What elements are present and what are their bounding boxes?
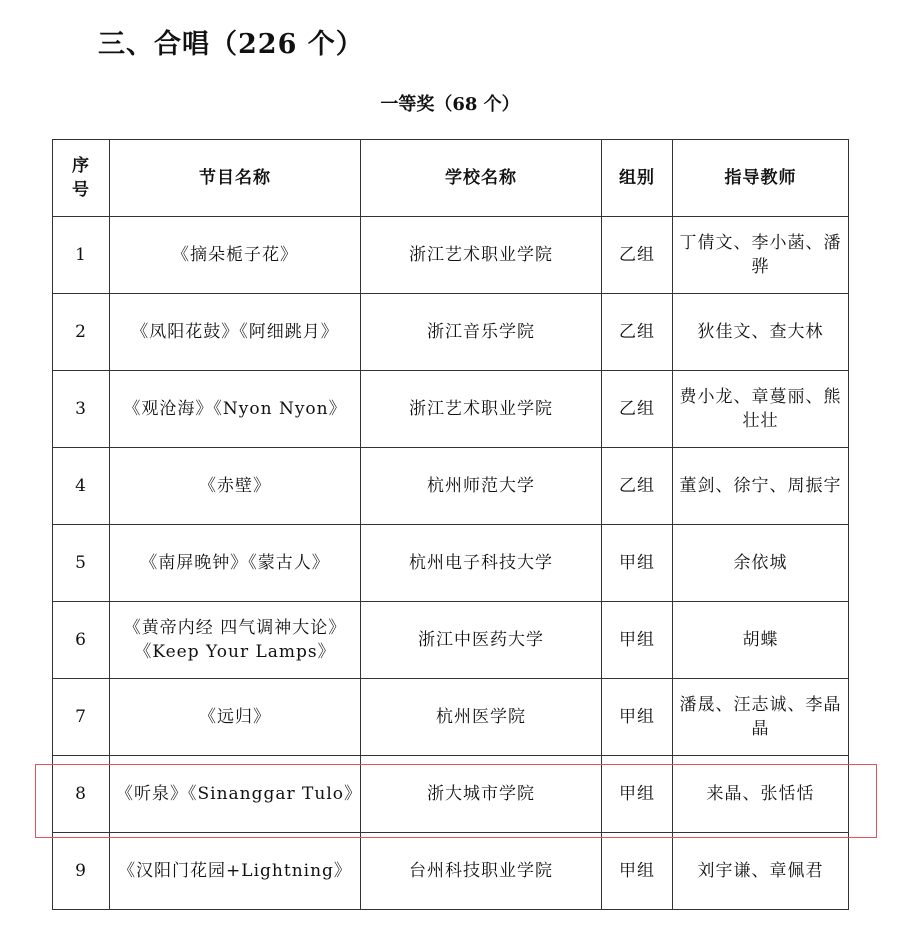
- cell-school: 浙江音乐学院: [361, 294, 602, 371]
- table-row: [53, 294, 849, 371]
- cell-teacher: 来晶、张恬恬: [673, 756, 849, 833]
- table-row: [53, 371, 849, 448]
- cell-group: 甲组: [602, 756, 673, 833]
- cell-no: 6: [53, 602, 110, 679]
- table-header-row: [53, 140, 849, 217]
- cell-school: 杭州师范大学: [361, 448, 602, 525]
- cell-program: 《观沧海》《Nyon Nyon》: [110, 371, 361, 448]
- header-group: 组别: [602, 140, 673, 217]
- cell-school: 浙江艺术职业学院: [361, 371, 602, 448]
- cell-no: 3: [53, 371, 110, 448]
- cell-program: 《摘朵栀子花》: [110, 217, 361, 294]
- cell-teacher: 潘晟、汪志诚、李晶晶: [673, 679, 849, 756]
- cell-teacher: 胡蝶: [673, 602, 849, 679]
- header-school: 学校名称: [361, 140, 602, 217]
- table-row: [53, 525, 849, 602]
- table-row: [53, 602, 849, 679]
- table-row: [53, 448, 849, 525]
- cell-no: 5: [53, 525, 110, 602]
- awards-table: [52, 139, 849, 910]
- cell-group: 乙组: [602, 371, 673, 448]
- cell-teacher: 余依城: [673, 525, 849, 602]
- cell-group: 甲组: [602, 602, 673, 679]
- cell-school: 浙大城市学院: [361, 756, 602, 833]
- cell-group: 乙组: [602, 448, 673, 525]
- section-title: 三、合唱（226 个）: [98, 29, 364, 60]
- cell-teacher: 丁倩文、李小菡、潘骅: [673, 217, 849, 294]
- cell-group: 甲组: [602, 833, 673, 910]
- cell-program: 《远归》: [110, 679, 361, 756]
- cell-no: 1: [53, 217, 110, 294]
- cell-teacher: 刘宇谦、章佩君: [673, 833, 849, 910]
- cell-program: 《凤阳花鼓》《阿细跳月》: [110, 294, 361, 371]
- cell-no: 7: [53, 679, 110, 756]
- cell-teacher: 董剑、徐宁、周振宇: [673, 448, 849, 525]
- table-row: [53, 217, 849, 294]
- cell-program: 《黄帝内经 四气调神大论》《Keep Your Lamps》: [110, 602, 361, 679]
- cell-no: 8: [53, 756, 110, 833]
- header-teacher: 指导教师: [673, 140, 849, 217]
- cell-program: 《听泉》《Sinanggar Tulo》: [110, 756, 361, 833]
- table-row-highlighted: [53, 756, 849, 833]
- table-row: [53, 679, 849, 756]
- header-program: 节目名称: [110, 140, 361, 217]
- cell-group: 甲组: [602, 525, 673, 602]
- cell-no: 2: [53, 294, 110, 371]
- cell-school: 浙江艺术职业学院: [361, 217, 602, 294]
- cell-teacher: 费小龙、章蔓丽、熊壮壮: [673, 371, 849, 448]
- cell-teacher: 狄佳文、查大林: [673, 294, 849, 371]
- award-title: 一等奖（68 个）: [380, 94, 520, 115]
- cell-group: 乙组: [602, 294, 673, 371]
- header-no: 序号: [53, 140, 110, 217]
- cell-school: 浙江中医药大学: [361, 602, 602, 679]
- cell-school: 杭州医学院: [361, 679, 602, 756]
- cell-no: 4: [53, 448, 110, 525]
- cell-program: 《赤壁》: [110, 448, 361, 525]
- cell-group: 乙组: [602, 217, 673, 294]
- cell-school: 杭州电子科技大学: [361, 525, 602, 602]
- table-row: [53, 833, 849, 910]
- cell-program: 《南屏晚钟》《蒙古人》: [110, 525, 361, 602]
- cell-group: 甲组: [602, 679, 673, 756]
- cell-school: 台州科技职业学院: [361, 833, 602, 910]
- cell-no: 9: [53, 833, 110, 910]
- cell-program: 《汉阳门花园+Lightning》: [110, 833, 361, 910]
